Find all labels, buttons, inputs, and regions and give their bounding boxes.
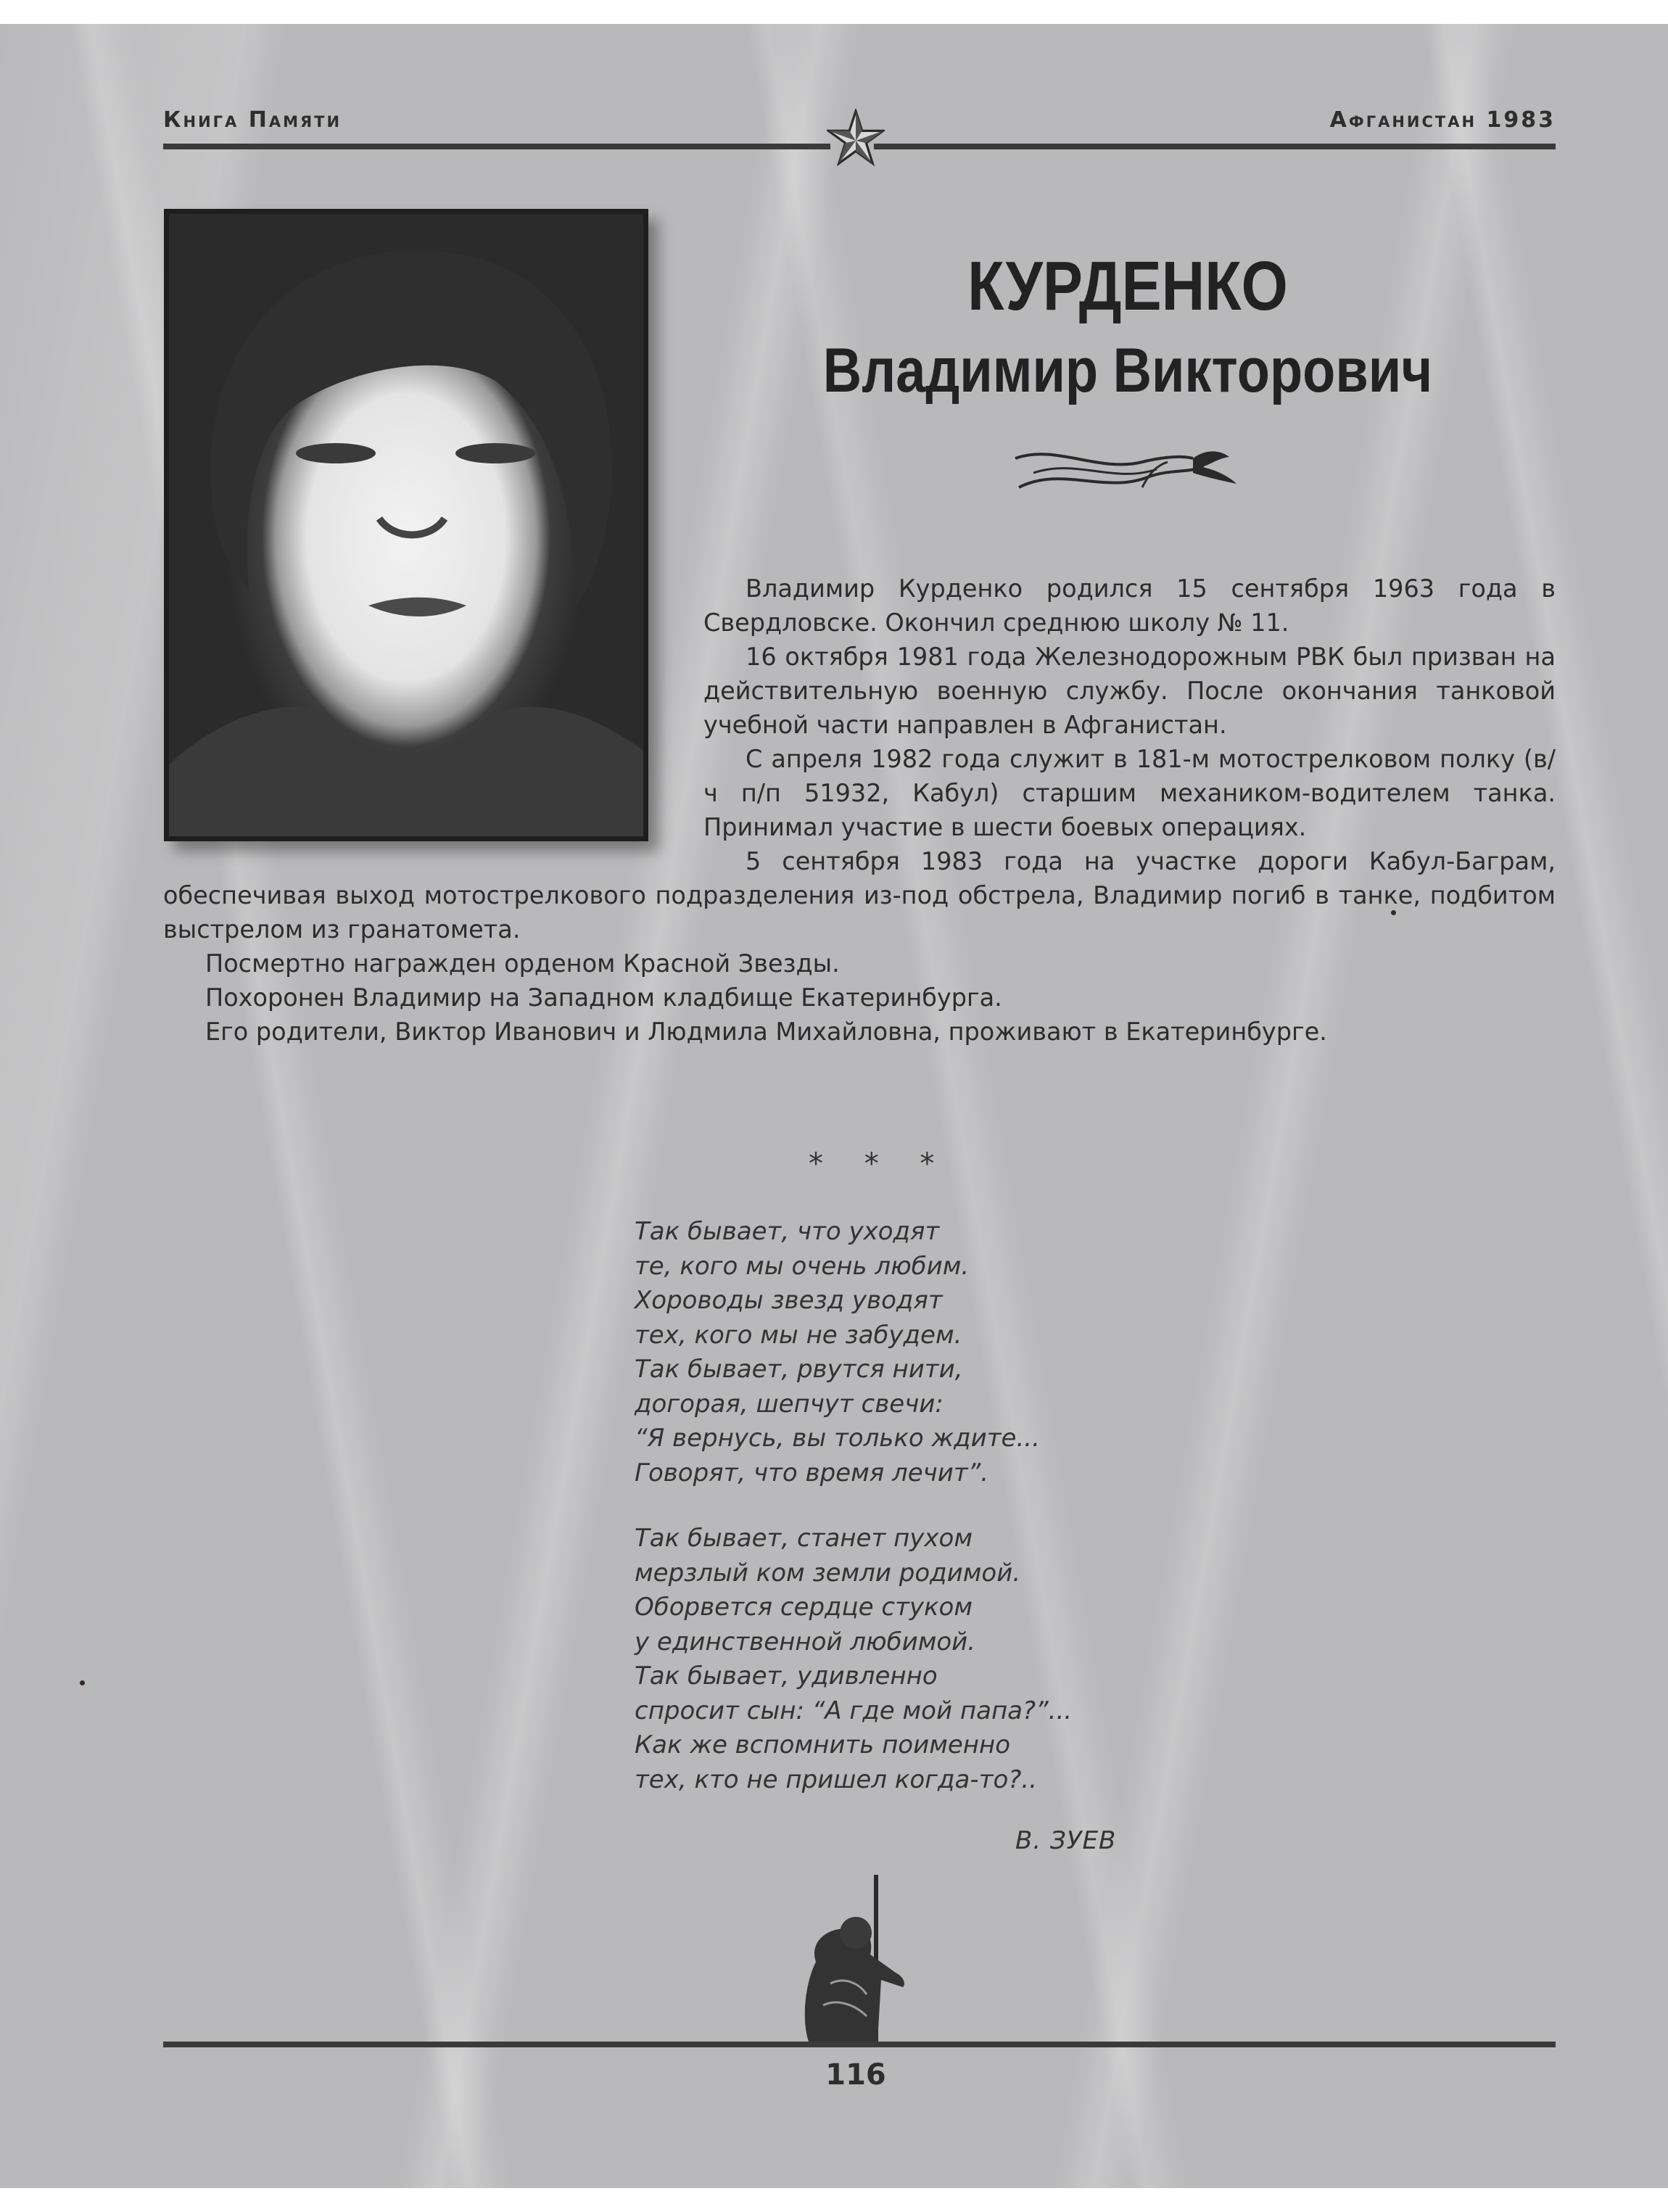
- poem-line: Говорят, что время лечит”.: [635, 1458, 989, 1487]
- poem-author: В. ЗУЕВ: [1015, 1826, 1117, 1855]
- poem-line: те, кого мы очень любим.: [635, 1251, 970, 1281]
- poem-line: Так бывает, станет пухом: [635, 1524, 973, 1553]
- poem-separator: * * *: [809, 1147, 951, 1181]
- bio-paragraph: Его родители, Виктор Иванович и Людмила Михайловна, проживают в Екатеринбурге.: [205, 1018, 1327, 1046]
- poem-line: Оборвется сердце стуком: [635, 1593, 973, 1622]
- bio-paragraph: Похоронен Владимир на Западном кладбище Екатеринбурга.: [205, 983, 1002, 1012]
- poem-line: спросит сын: “А где мой папа?”...: [635, 1696, 1073, 1725]
- poem-line: Хороводы звезд уводят: [635, 1286, 943, 1315]
- poem-line: догорая, шепчут свечи:: [635, 1389, 944, 1419]
- print-speck: [1391, 910, 1396, 915]
- poem-line: Как же вспомнить поименно: [635, 1730, 1011, 1759]
- bio-paragraph: С апреля 1982 года служит в 181-м мотострелковом полку (в/ч п/п 51932, Кабул) старшим механиком-водителем танка. Принимал участие в шести боевых операциях.: [703, 745, 1556, 841]
- footer-rule: [163, 2042, 1556, 2047]
- flower-branch-ornament: [1012, 444, 1244, 498]
- header-rule-right: [874, 144, 1556, 149]
- page-number: 116: [825, 2058, 886, 2092]
- print-speck: [80, 1680, 85, 1685]
- poem-line: Так бывает, рвутся нити,: [635, 1355, 963, 1384]
- bio-paragraph: Владимир Курденко родился 15 сентября 1963 года в Свердловске. Окончил среднюю школу № 11.: [703, 574, 1556, 637]
- poem-line: мерзлый ком земли родимой.: [635, 1558, 1021, 1588]
- bio-paragraph: Посмертно награжден орденом Красной Звезды.: [205, 949, 840, 978]
- header-book-title: Книга Памяти: [163, 107, 342, 133]
- header-rule-left: [163, 144, 830, 149]
- biography-text: [163, 571, 1556, 1049]
- bio-paragraph: 16 октября 1981 года Железнодорожным РВК был призван на действительную военную службу. После окончания танковой учебной части направлен в Афганистан.: [703, 643, 1556, 739]
- poem-line: тех, кто не пришел когда-то?..: [635, 1765, 1037, 1794]
- surname-heading: КУРДЕНКО: [967, 247, 1288, 325]
- bio-paragraph: 5 сентября 1983 года на участке дороги Кабул-Баграм, обеспечивая выход мотострелкового подразделения из-под обстрела, Владимир погиб в танке, подбитом выстрелом из гранатомета.: [163, 847, 1556, 944]
- header-section-title: Афганистан 1983: [1329, 107, 1556, 133]
- poem-line: “Я вернусь, вы только ждите...: [635, 1424, 1040, 1453]
- poem-line: Так бывает, что уходят: [635, 1217, 940, 1246]
- given-names-heading: Владимир Викторович: [822, 336, 1433, 405]
- poem-line: у единственной любимой.: [635, 1627, 976, 1656]
- poem-stanza-1: [635, 1215, 1040, 1490]
- kneeling-soldier-figure: [787, 1875, 917, 2042]
- poem-line: Так бывает, удивленно: [635, 1662, 938, 1691]
- poem-stanza-2: [635, 1522, 1072, 1797]
- poem-line: тех, кого мы не забудем.: [635, 1320, 962, 1350]
- red-star-icon: [827, 109, 885, 167]
- photo-wrap-spacer: [163, 571, 703, 853]
